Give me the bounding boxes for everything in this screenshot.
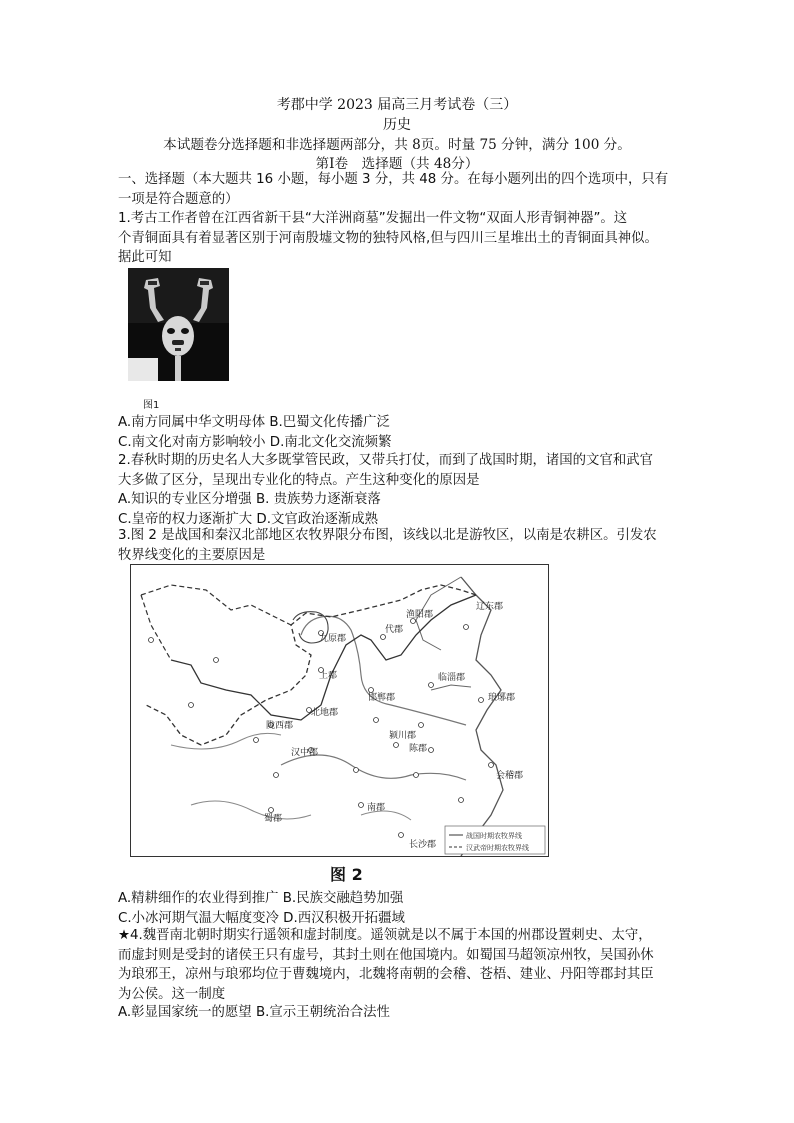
coastline [461, 577, 503, 856]
map-label-yuyang: 渔阳郡 [406, 610, 434, 620]
q3-options-line-2: C.小冰河期气温大幅度变冷 D.西汉积极开拓疆域 [118, 910, 405, 926]
legend-solid-label: 战国时期农牧界线 [466, 832, 522, 840]
map-label-shang: 上郡 [319, 671, 338, 681]
q4-stem-line-4: 为公侯。这一制度 [118, 986, 226, 1002]
map-label-beidi: 北地郡 [311, 708, 339, 718]
q2-options [118, 490, 688, 529]
q1-stem-line-2: 个青铜面具有着显著区别于河南殷墟文物的独特风格,但与四川三星堆出土的青铜面具神似。 [118, 230, 658, 246]
map-label-shu: 蜀郡 [264, 814, 283, 824]
map-label-liaodong: 辽东郡 [476, 602, 504, 612]
map-label-jiuyuan: 九原郡 [319, 634, 347, 644]
q2-stem-line-2: 大多做了区分，呈现出专业化的特点。产生这种变化的原因是 [118, 472, 480, 488]
q3-options-line-1: A.精耕细作的农业得到推广 B.民族交融趋势加强 [118, 891, 404, 906]
bronze-artifact-photo [128, 268, 229, 381]
q3-stem [118, 526, 688, 565]
q2-options-line-2: C.皇帝的权力逐渐扩大 D.文官政治逐渐成熟 [118, 511, 379, 527]
farming-pastoral-boundary-map [130, 564, 549, 857]
q2-stem [118, 451, 688, 490]
map-label-langya: 琅琊郡 [488, 693, 516, 703]
exam-title: 考郡中学 2023 届高三月考试卷（三） [276, 97, 518, 113]
q1-options [118, 413, 688, 452]
map-label-nan: 南郡 [367, 803, 386, 813]
section-heading: 第Ⅰ卷 选择题（共 48分） [315, 156, 479, 172]
map-label-handan: 邯郸郡 [368, 693, 396, 703]
figure-2-caption: 图 2 [330, 865, 363, 884]
instructions [118, 170, 688, 209]
q4-options [118, 1003, 688, 1023]
figure-1-caption: 图1 [143, 400, 160, 411]
instructions-line-2: 一项是符合题意的） [118, 191, 239, 207]
q4-stem-line-1: ★4.魏晋南北朝时期实行遥领和虚封制度。遥领就是以不属于本国的州郡设置刺史、太守， [118, 928, 652, 943]
bronze-artifact-drawing [128, 268, 229, 381]
q4-options-line-1: A.彰显国家统一的愿望 B.宣示王朝统治合法性 [118, 1005, 390, 1020]
q1-options-line-2: C.南文化对南方影响较小 D.南北文化交流频繁 [118, 434, 392, 450]
map-label-hanzhong: 汉中郡 [291, 748, 319, 758]
subject-title: 历史 [383, 117, 411, 133]
map-label-yingchuan: 颍川郡 [389, 731, 417, 741]
q3-stem-line-1: 3.图 2 是战国和秦汉北部地区农牧界限分布图，该线以北是游牧区，以南是农耕区。引发农 [118, 528, 657, 543]
map-label-kuaiji: 会稽郡 [496, 771, 524, 781]
q4-stem [118, 926, 688, 1004]
prefecture-dots [149, 619, 494, 838]
map-label-changsha: 长沙郡 [409, 840, 437, 850]
q2-stem-line-1: 2.春秋时期的历史名人大多既掌管民政，又带兵打仗，而到了战国时期，诸国的文官和武官 [118, 453, 654, 468]
q4-stem-line-2: 而虚封则是受封的诸侯王只有虚号，其封土则在他国境内。如蜀国马超领凉州牧，吴国孙休 [118, 947, 654, 963]
han-wudi-boundary [201, 585, 476, 745]
map-label-chen: 陈郡 [409, 744, 428, 754]
q1-stem-line-3: 据此可知 [118, 250, 172, 265]
instructions-line-1: 一、选择题（本大题共 16 小题，每小题 3 分，共 48 分。在每小题列出的四个选项中，只有 [118, 172, 669, 187]
q1-options-line-1: A.南方同属中华文明母体 B.巴蜀文化传播广泛 [118, 415, 390, 430]
q3-stem-line-2: 牧界线变化的主要原因是 [118, 547, 266, 563]
map-label-dai: 代郡 [385, 625, 404, 635]
q4-stem-line-3: 为琅邪王，凉州与琅邪均位于曹魏境内，北魏将南朝的会稽、苍梧、建业、丹阳等郡封其臣 [118, 967, 654, 982]
map-label-longxi: 陇西郡 [266, 721, 294, 731]
q2-options-line-1: A.知识的专业区分增强 B. 贵族势力逐渐衰落 [118, 492, 381, 507]
q1-stem [118, 209, 688, 268]
map-legend [445, 826, 545, 854]
q3-options [118, 889, 688, 928]
legend-dashed-label: 汉武帝时期农牧界线 [466, 844, 529, 852]
map-label-linzi: 临淄郡 [438, 673, 466, 683]
q1-stem-line-1: 1.考古工作者曾在江西省新干县“大洋洲商墓”发掘出一件文物“双面人形青铜神器”。这 [118, 211, 628, 226]
yangtze-river [281, 755, 466, 780]
map-drawing [131, 565, 548, 856]
exam-intro: 本试题卷分选择题和非选择题两部分，共 8页。时量 75 分钟，满分 100 分。 [163, 137, 631, 153]
